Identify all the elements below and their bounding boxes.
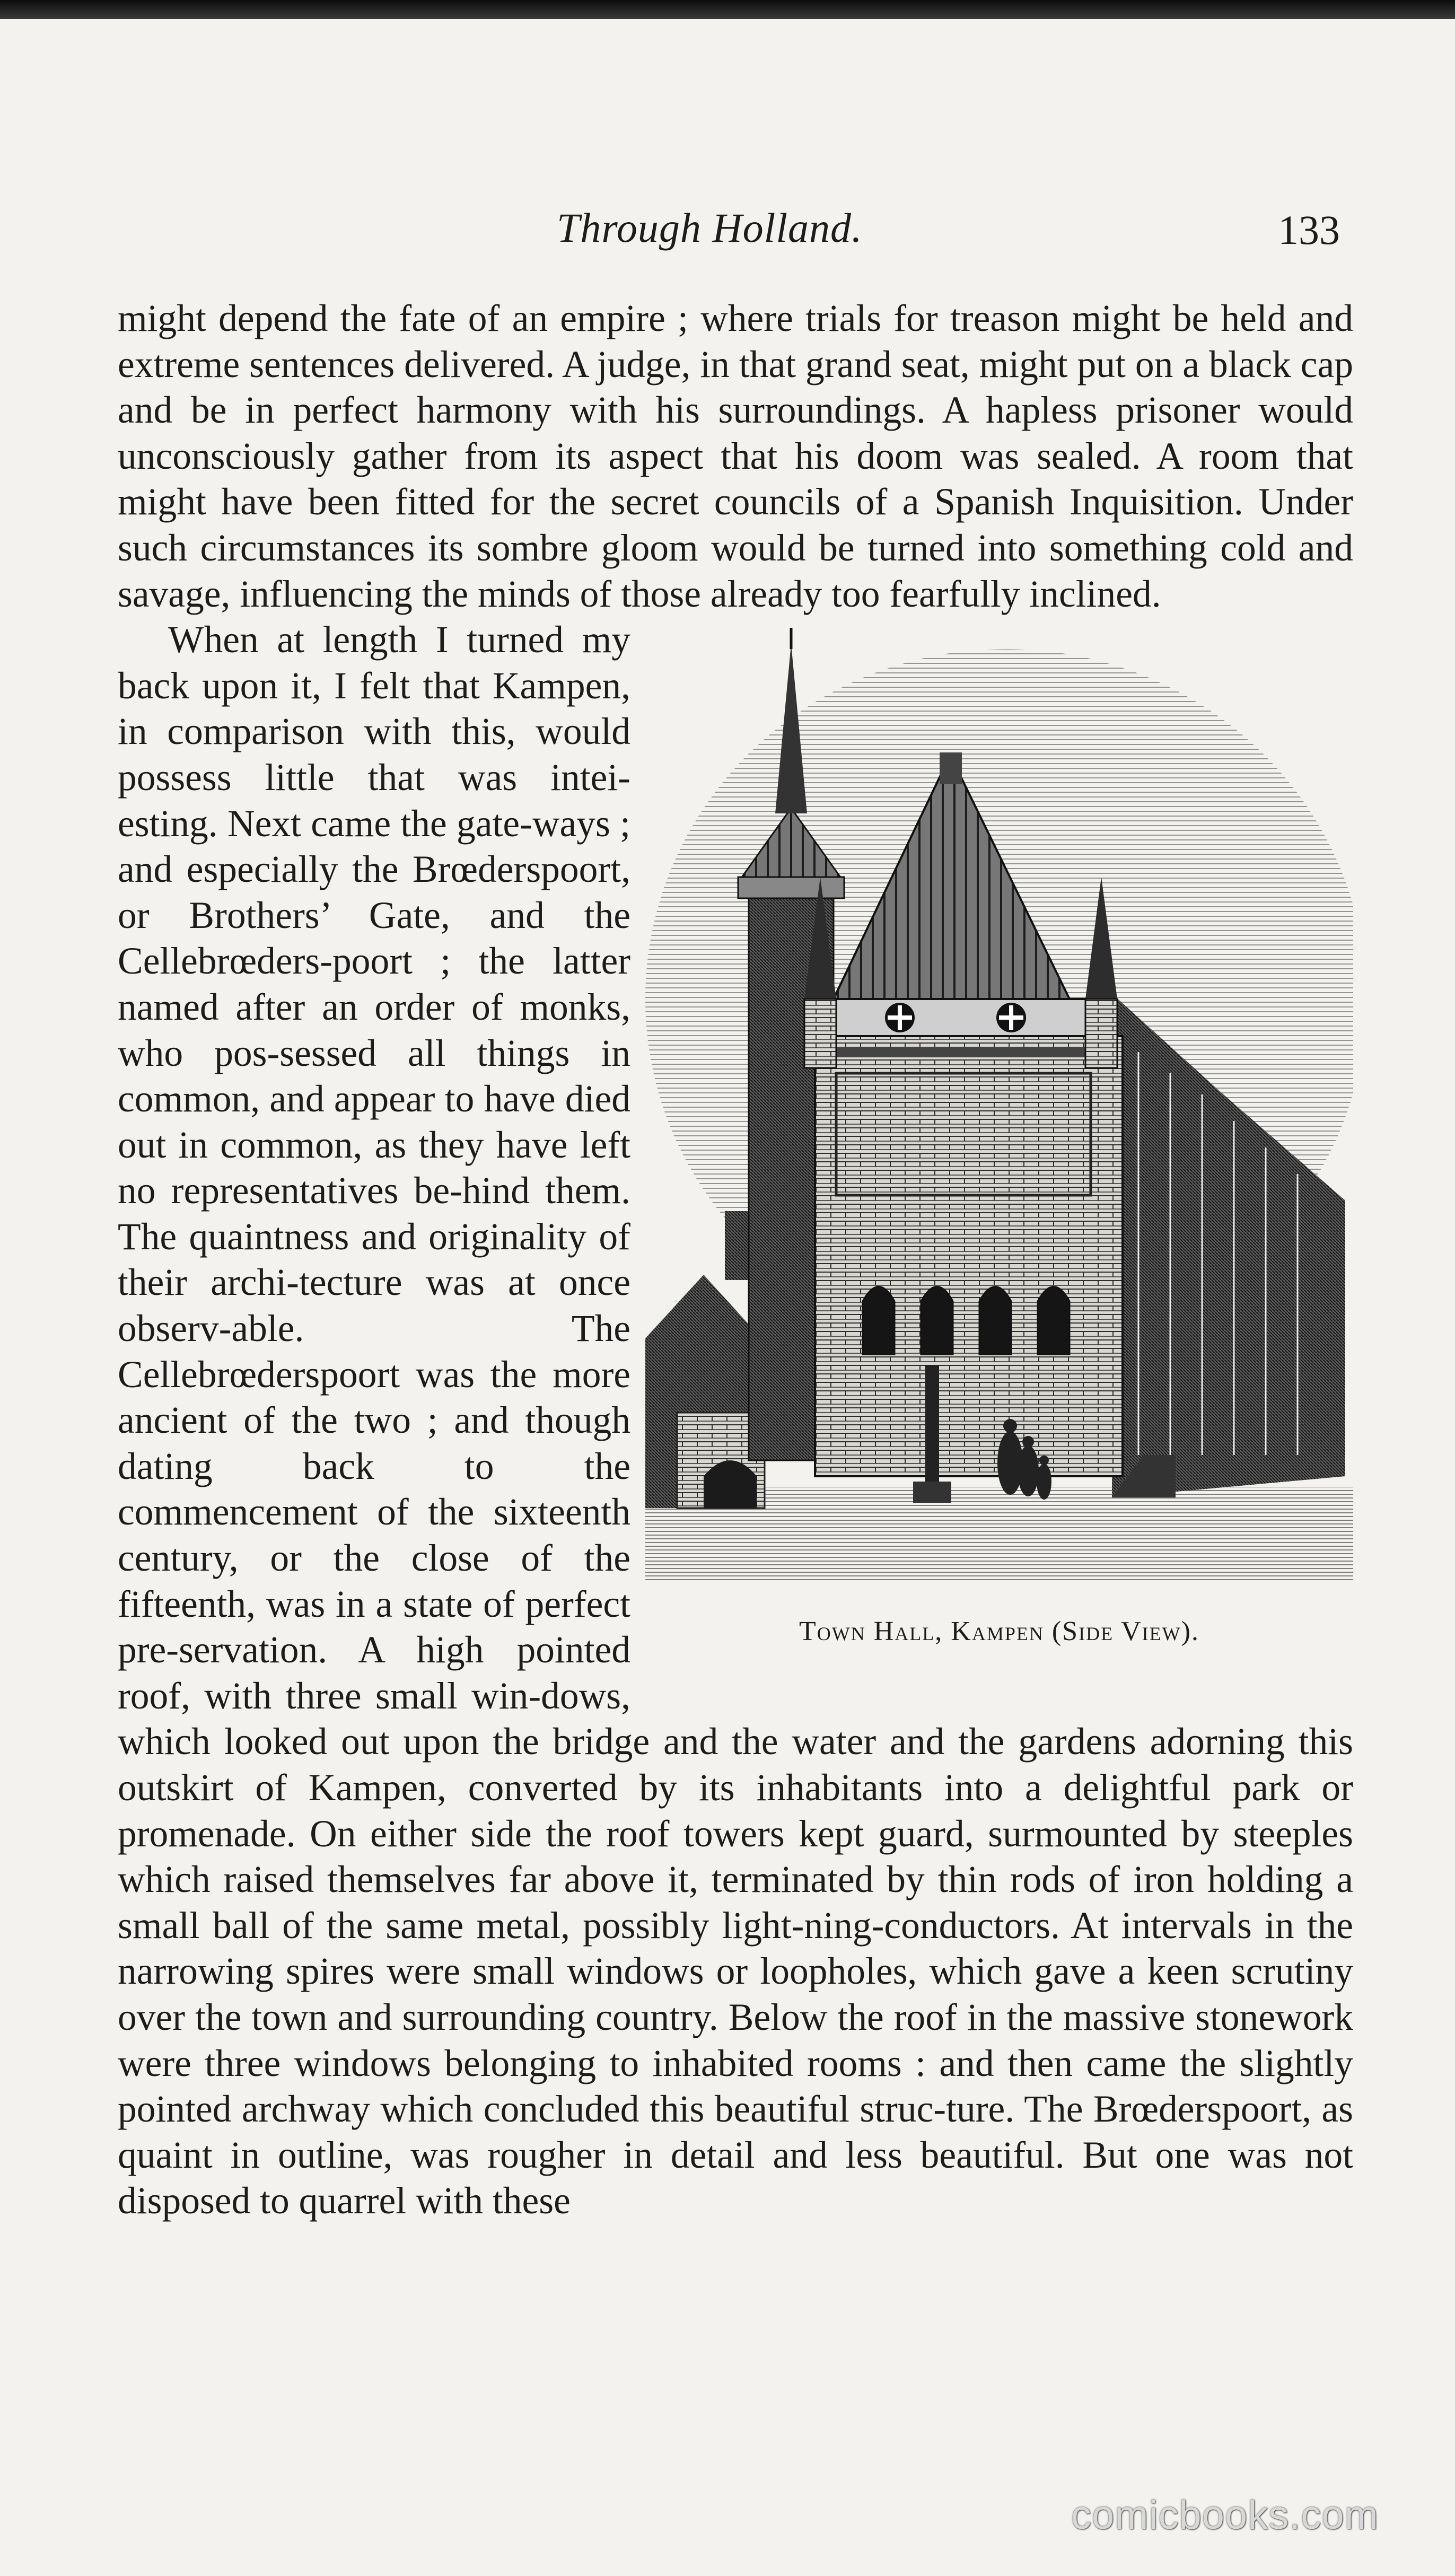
page-header [0,204,1455,262]
running-head: Through Holland. [557,205,863,251]
figure-caption: Town Hall, Kampen (Side View). [799,1616,1199,1647]
scan-top-edge [0,0,1455,19]
paragraph: might depend the fate of an empire ; where trials for treason might be held and extreme sentences delivered. A judge, in that grand seat, might put on a black cap and be in perfect harmony with his surroundings. A hapless prisoner would unconsciously gather from its aspect that his doom was sealed. A room that might have been fitted for the secret councils of a Spanish Inquisition. Under such circumstances its sombre gloom would be turned into something cold and savage, influencing the minds of those already too fearfully inclined. [118,297,1353,615]
engraving-image [645,628,1353,1593]
town-hall-illustration [645,628,1353,1675]
page-number: 133 [1278,207,1340,253]
body-text [118,296,1353,2224]
paragraph: When at length I turned my back upon it, I felt that Kampen, in comparison with this, would possess little that was intei-esting. Next came the gate-ways ; and especially the Brœderspoort, or Brothers’ Gate, and the Cellebrœders-poort ; the latter named after an order of monks, who pos-sessed all things in common, and appear to have died out in common, as they have left no representatives be-hind them. The quaintness and originality of their archi-tecture was at once observ-able. The Cellebrœderspoort was the more ancient of the two ; and though dating back to the commencement of the sixteenth century, or the close of the fifteenth, was in a state of perfect pre-servation. A high pointed roof, with three small win-dows, which looked out upon the bridge and the water and the gardens adorning this outskirt of Kampen, converted by its inhabitants into a delightful park or promenade. On either side the roof towers kept guard, surmounted by steeples which raised themselves far above it, terminated by thin rods of iron holding a small ball of the same metal, possibly light-ning-conductors. At intervals in the narrowing spires were small windows or loopholes, which gave a keen scrutiny over the town and surrounding country. Below the roof in the massive stonework were three windows belonging to inhabited rooms : and then came the slightly pointed archway which concluded this beautiful struc-ture. The Brœderspoort, as quaint in outline, was rougher in detail and less beautiful. But one was not disposed to quarrel with these [118,619,1353,2222]
watermark: comicbooks.com [1071,2493,1379,2538]
